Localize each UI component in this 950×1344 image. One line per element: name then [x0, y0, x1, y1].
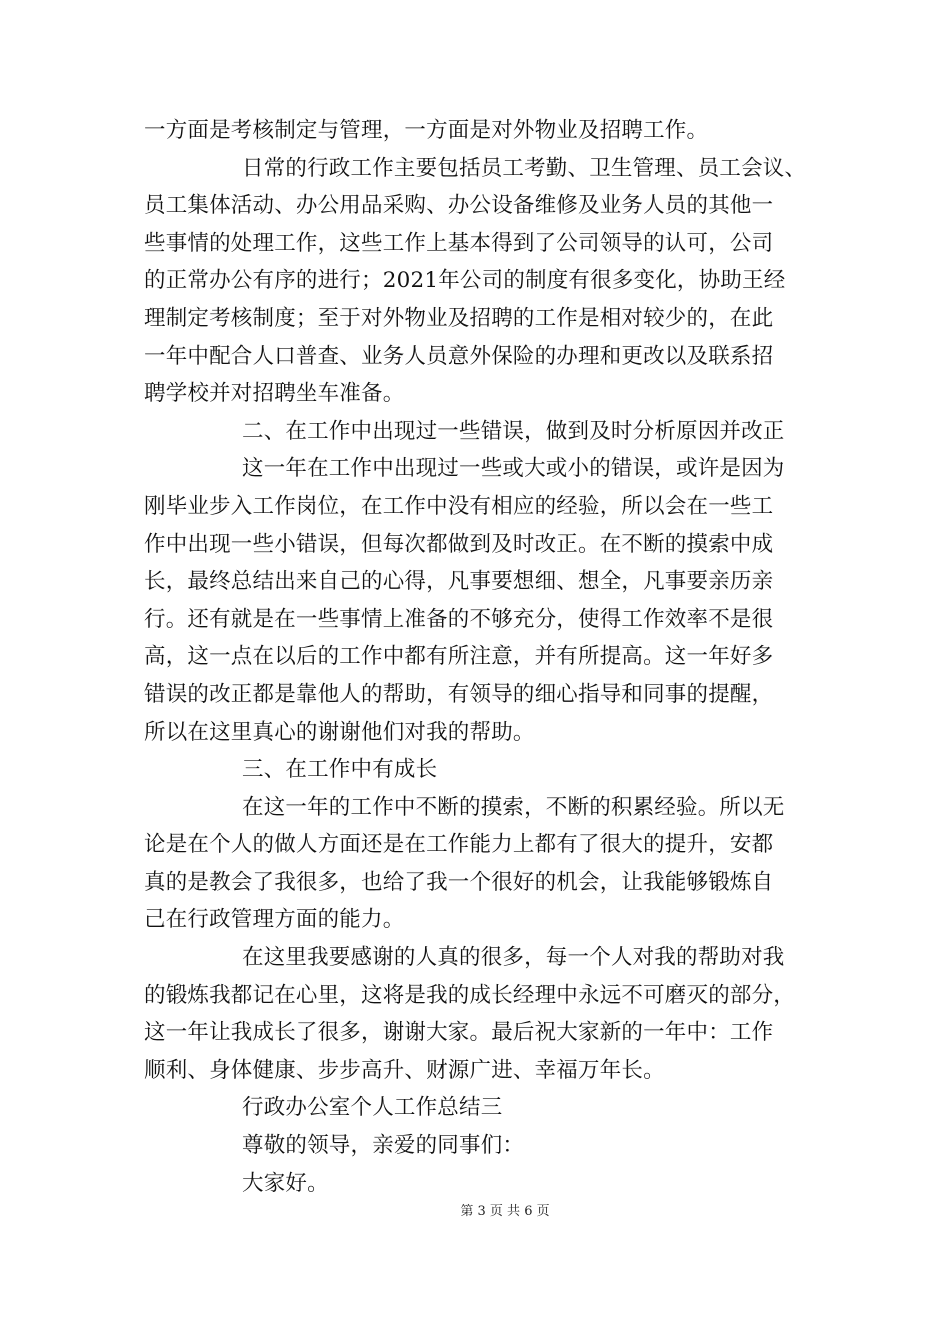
text-line: 的正常办公有序的进行；2021年公司的制度有很多变化，协助王经 [144, 268, 786, 294]
text-line: 高，这一点在以后的工作中都有所注意，并有所提高。这一年好多 [144, 644, 774, 670]
salutation: 尊敬的领导，亲爱的同事们： [242, 1133, 525, 1159]
text-line: 在这里我要感谢的人真的很多，每一个人对我的帮助对我 [242, 945, 785, 971]
text-line: 行。还有就是在一些事情上准备的不够充分，使得工作效率不是很 [144, 606, 774, 632]
text-line: 些事情的处理工作，这些工作上基本得到了公司领导的认可，公司 [144, 230, 774, 256]
text-line: 聘学校并对招聘坐车准备。 [144, 381, 405, 407]
document-body [144, 112, 810, 1202]
text-line: 理制定考核制度；至于对外物业及招聘的工作是相对较少的，在此 [144, 305, 774, 331]
text-line: 作中出现一些小错误，但每次都做到及时改正。在不断的摸索中成 [144, 531, 774, 557]
text-line: 的锻炼我都记在心里，这将是我的成长经理中永远不可磨灭的部分， [144, 982, 796, 1008]
section-heading: 二、在工作中出现过一些错误，做到及时分析原因并改正 [242, 418, 785, 444]
text-line: 这一年在工作中出现过一些或大或小的错误，或许是因为 [242, 456, 785, 482]
text-line: 所以在这里真心的谢谢他们对我的帮助。 [144, 719, 535, 745]
text-line: 刚毕业步入工作岗位，在工作中没有相应的经验，所以会在一些工 [144, 493, 774, 519]
text-line: 己在行政管理方面的能力。 [144, 907, 405, 933]
text-line: 错误的改正都是靠他人的帮助，有领导的细心指导和同事的提醒， [144, 681, 774, 707]
page-number: 第 3 页 共 6 页 [460, 1204, 550, 1219]
text-line: 员工集体活动、办公用品采购、办公设备维修及业务人员的其他一 [144, 193, 774, 219]
text-line: 一年中配合人口普查、业务人员意外保险的办理和更改以及联系招 [144, 343, 774, 369]
text-line: 日常的行政工作主要包括员工考勤、卫生管理、员工会议、 [242, 155, 807, 181]
text-line: 在这一年的工作中不断的摸索，不断的积累经验。所以无 [242, 794, 785, 820]
text-line: 长，最终总结出来自己的心得，凡事要想细、想全，凡事要亲历亲 [144, 569, 774, 595]
section-heading: 三、在工作中有成长 [242, 757, 438, 783]
text-line: 真的是教会了我很多，也给了我一个很好的机会，让我能够锻炼自 [144, 869, 774, 895]
text-line: 一方面是考核制定与管理，一方面是对外物业及招聘工作。 [144, 118, 709, 143]
text-line: 顺利、身体健康、步步高升、财源广进、幸福万年长。 [144, 1057, 665, 1083]
greeting: 大家好。 [242, 1170, 329, 1196]
text-line: 这一年让我成长了很多，谢谢大家。最后祝大家新的一年中：工作 [144, 1020, 774, 1046]
document-subtitle: 行政办公室个人工作总结三 [242, 1095, 503, 1121]
text-line: 论是在个人的做人方面还是在工作能力上都有了很大的提升，安都 [144, 832, 774, 858]
